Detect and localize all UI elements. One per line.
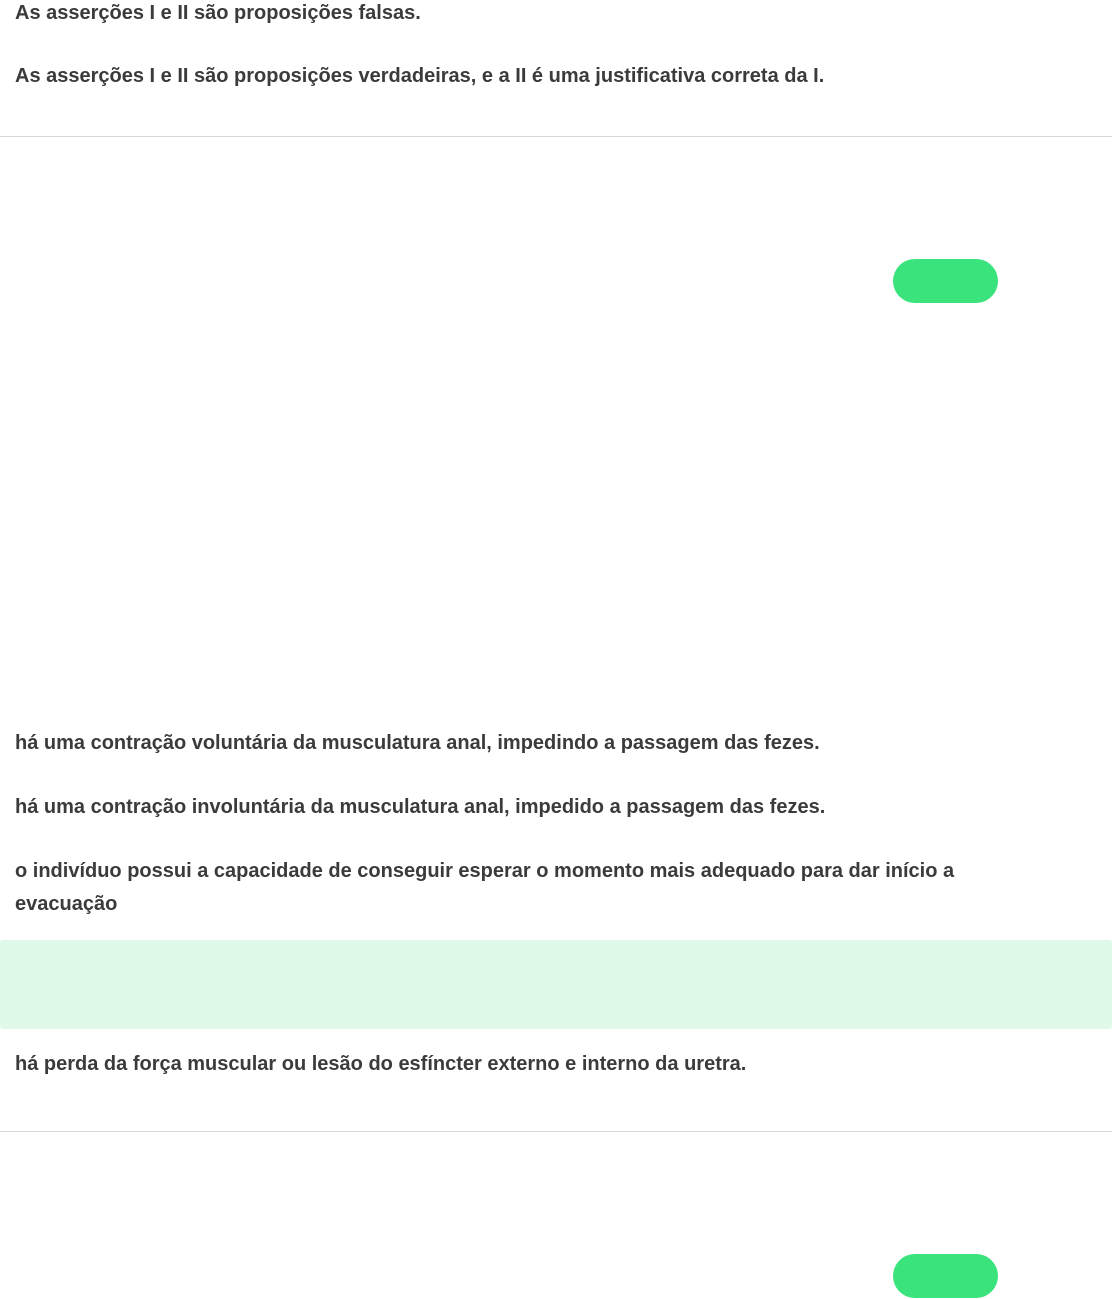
answer-option[interactable]: há uma contração involuntária da musculatura anal, impedido a passagem das fezes. xyxy=(15,796,826,818)
section-divider xyxy=(0,1131,1112,1132)
answer-option[interactable]: há uma contração voluntária da musculatura anal, impedindo a passagem das fezes. xyxy=(15,732,820,754)
answer-option[interactable]: há perda da força muscular ou lesão do esfíncter externo e interno da uretra. xyxy=(15,1053,747,1075)
section-divider xyxy=(0,136,1112,137)
answer-option[interactable]: o indivíduo possui a capacidade de conseguir esperar o momento mais adequado para dar início a evacuação xyxy=(15,860,955,915)
answer-option[interactable]: As asserções I e II são proposições falsas. xyxy=(15,2,421,24)
correct-answer-highlight xyxy=(0,940,1112,1029)
score-badge[interactable] xyxy=(893,1254,998,1298)
score-badge[interactable] xyxy=(893,259,998,303)
answer-option[interactable]: As asserções I e II são proposições verdadeiras, e a II é uma justificativa correta da I. xyxy=(15,65,825,87)
